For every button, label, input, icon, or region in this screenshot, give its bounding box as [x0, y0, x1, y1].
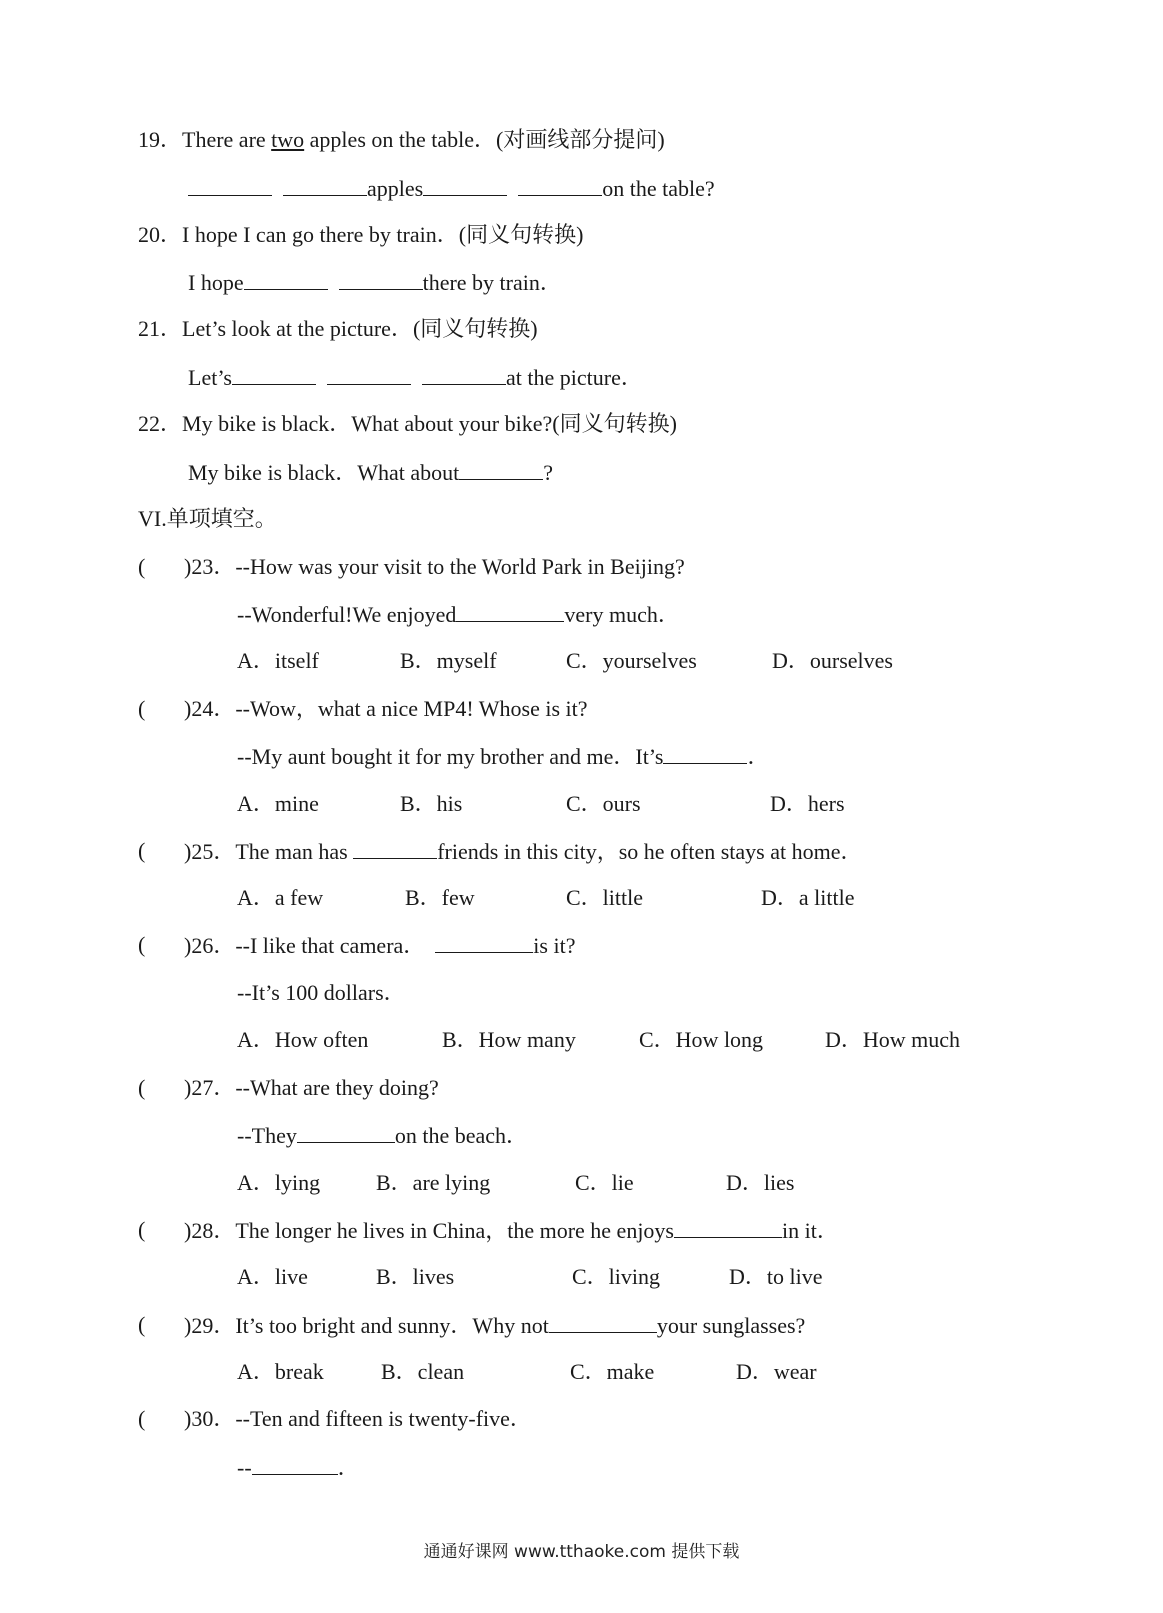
option-a[interactable]: A．live — [237, 1264, 308, 1289]
option-a[interactable]: A．break — [237, 1359, 324, 1384]
answer-blank[interactable] — [244, 269, 328, 290]
option-c[interactable]: C．little — [566, 885, 644, 910]
answer-blank[interactable] — [674, 1217, 782, 1238]
option-b[interactable]: B．clean — [381, 1359, 465, 1384]
question-number: )23． — [184, 554, 236, 579]
option-b[interactable]: B．How many — [442, 1027, 576, 1052]
option-b[interactable]: B．lives — [376, 1264, 455, 1289]
option-b[interactable]: B．are lying — [376, 1170, 491, 1195]
question-24: )24．--Wow，what a nice MP4! Whose is it? — [184, 696, 588, 721]
response-26: --It’s 100 dollars． — [237, 980, 406, 1005]
question-27: )27．--What are they doing? — [184, 1075, 439, 1100]
option-d[interactable]: D．hers — [770, 791, 845, 816]
answer-blank[interactable] — [549, 1312, 657, 1333]
question-21: 21．Let’s look at the picture．(同义句转换) — [138, 316, 538, 341]
question-number: 19． — [138, 127, 183, 152]
question-19: 19．There are two apples on the table．(对画线部分提问) — [138, 127, 665, 152]
question-29: )29．It’s too bright and sunny．Why not your sunglasses? — [184, 1313, 806, 1338]
answer-blank[interactable] — [518, 175, 602, 196]
answer-blank[interactable] — [423, 175, 507, 196]
answer-blank[interactable] — [232, 364, 316, 385]
option-c[interactable]: C．ours — [566, 791, 641, 816]
question-number: )29． — [184, 1313, 236, 1338]
footer-credit: 通通好课网 www.tthaoke.com 提供下载 — [423, 1542, 740, 1562]
answer-paren[interactable]: ( — [138, 696, 146, 721]
question-number: )30． — [184, 1406, 236, 1431]
answer-blank[interactable] — [252, 1454, 338, 1475]
question-30: )30．--Ten and fifteen is twenty-five． — [184, 1406, 532, 1431]
question-number: )27． — [184, 1075, 236, 1100]
answer-blank[interactable] — [283, 175, 367, 196]
answer-paren[interactable]: ( — [138, 838, 146, 863]
answer-line-19: apples on the table? — [188, 175, 715, 202]
question-number: 21． — [138, 316, 183, 341]
question-25: )25．The man has friends in this city，so he often stays at home． — [184, 839, 863, 864]
option-b[interactable]: B．his — [400, 791, 463, 816]
option-d[interactable]: D．wear — [736, 1359, 817, 1384]
option-c[interactable]: C．make — [570, 1359, 655, 1384]
answer-blank[interactable] — [297, 1122, 395, 1143]
question-number: )24． — [184, 696, 236, 721]
answer-paren[interactable]: ( — [138, 932, 146, 957]
answer-line-20: I hope there by train． — [188, 270, 562, 295]
question-23: )23．--How was your visit to the World Park in Beijing? — [184, 554, 685, 579]
question-number: )25． — [184, 839, 236, 864]
option-a[interactable]: A．a few — [237, 885, 324, 910]
question-number: 20． — [138, 222, 183, 247]
option-c[interactable]: C．living — [572, 1264, 661, 1289]
answer-blank[interactable] — [435, 932, 533, 953]
option-a[interactable]: A．itself — [237, 648, 319, 673]
option-a[interactable]: A．How often — [237, 1027, 369, 1052]
question-20: 20．I hope I can go there by train．(同义句转换) — [138, 222, 584, 247]
option-a[interactable]: A．mine — [237, 791, 319, 816]
question-28: )28．The longer he lives in China，the more he enjoys in it． — [184, 1218, 839, 1243]
underlined-word: two — [271, 127, 305, 152]
question-number: )28． — [184, 1218, 236, 1243]
answer-blank[interactable] — [663, 743, 747, 764]
answer-blank[interactable] — [353, 838, 437, 859]
question-22: 22．My bike is black．What about your bike?(同义句转换) — [138, 411, 677, 436]
answer-paren[interactable]: ( — [138, 1312, 146, 1337]
question-number: 22． — [138, 411, 183, 436]
option-d[interactable]: D．to live — [729, 1264, 823, 1289]
option-c[interactable]: C．How long — [639, 1027, 764, 1052]
answer-paren[interactable]: ( — [138, 1217, 146, 1242]
answer-paren[interactable]: ( — [138, 1406, 146, 1431]
question-number: )26． — [184, 933, 236, 958]
answer-blank[interactable] — [188, 175, 272, 196]
answer-blank[interactable] — [339, 269, 423, 290]
response-23: --Wonderful!We enjoyed very much． — [237, 602, 680, 627]
answer-paren[interactable]: ( — [138, 1075, 146, 1100]
answer-blank[interactable] — [456, 601, 564, 622]
option-b[interactable]: B．myself — [400, 648, 497, 673]
answer-blank[interactable] — [459, 459, 543, 480]
section-title: VI.单项填空。 — [138, 506, 277, 531]
question-26: )26．--I like that camera． is it? — [184, 933, 576, 958]
answer-line-21: Let’s at the picture． — [188, 365, 643, 390]
answer-blank[interactable] — [327, 364, 411, 385]
option-d[interactable]: D．lies — [726, 1170, 795, 1195]
response-24: --My aunt bought it for my brother and me．It’s ． — [237, 744, 770, 769]
answer-paren[interactable]: ( — [138, 554, 146, 579]
answer-blank[interactable] — [422, 364, 506, 385]
option-b[interactable]: B．few — [405, 885, 475, 910]
option-c[interactable]: C．yourselves — [566, 648, 697, 673]
answer-line-22: My bike is black．What about ? — [188, 460, 554, 485]
option-d[interactable]: D．How much — [825, 1027, 961, 1052]
response-30: -- ． — [237, 1455, 360, 1480]
option-a[interactable]: A．lying — [237, 1170, 321, 1195]
option-d[interactable]: D．ourselves — [772, 648, 893, 673]
option-d[interactable]: D．a little — [761, 885, 855, 910]
option-c[interactable]: C．lie — [575, 1170, 634, 1195]
response-27: --They on the beach． — [237, 1123, 529, 1148]
